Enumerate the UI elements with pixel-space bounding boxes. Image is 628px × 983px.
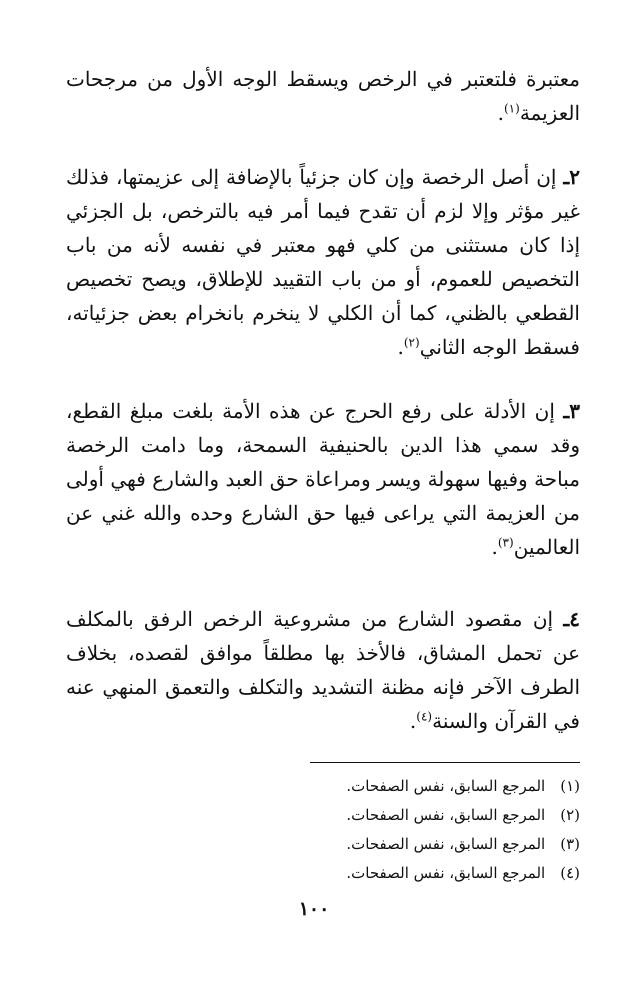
- paragraph-text: إن الأدلة على رفع الحرج عن هذه الأمة بلغت مبلغ القطع، وقد سمي هذا الدين بالحنيفية السمحة، وما دامت الرخصة مباحة وفيها سهولة ويسر ومراعاة حق العبد والشارع فهي أولى من العزيمة التي يراعى فيها حق الشارع وحده والله غني عن العالمين: [66, 399, 580, 559]
- point-number: ٢ـ: [563, 165, 581, 189]
- paragraph-point-3: [66, 394, 580, 564]
- footnote-item: [280, 859, 580, 888]
- point-number: ٣ـ: [563, 399, 580, 423]
- footnotes: [280, 772, 580, 888]
- paragraph-continuation: [66, 62, 580, 130]
- paragraph-tail: .: [397, 335, 404, 359]
- paragraph-text: إن أصل الرخصة وإن كان جزئياً بالإضافة إلى عزيمتها، فذلك غير مؤثر وإلا لزم أن تقدح فيما أمر فيه بالترخص، بل الجزئي إذا كان مستثنى من كلي فهو معتبر في نفسه لأنه من باب التخصيص للعموم، أو من باب التقييد للإطلاق، ويصح تخصيص القطعي بالظني، كما أن الكلي لا ينخرم بانخرام بعض جزئياته، فسقط الوجه الثاني: [66, 165, 580, 359]
- footnote-item: [280, 801, 580, 830]
- footnote-text: المرجع السابق، نفس الصفحات.: [346, 777, 546, 795]
- footnote-number: (٤): [560, 864, 580, 882]
- footnote-text: المرجع السابق، نفس الصفحات.: [346, 864, 546, 882]
- footnote-ref: (١): [503, 101, 520, 116]
- paragraph-tail: .: [409, 709, 417, 733]
- footnote-ref: (٣): [497, 535, 514, 550]
- paragraph-text: معتبرة فلتعتبر في الرخص ويسقط الوجه الأول من مرجحات العزيمة: [66, 67, 580, 125]
- paragraph-point-2: [66, 160, 580, 364]
- footnote-number: (٢): [560, 806, 580, 824]
- footnote-ref: (٤): [416, 709, 433, 724]
- footnote-number: (١): [560, 777, 580, 795]
- footnote-text: المرجع السابق، نفس الصفحات.: [346, 806, 546, 824]
- paragraph-tail: .: [497, 101, 504, 125]
- page-number: ١٠٠: [298, 898, 330, 920]
- footnote-ref: (٢): [403, 335, 420, 350]
- footnote-number: (٣): [560, 835, 580, 853]
- footnote-item: [280, 772, 580, 801]
- footnote-text: المرجع السابق، نفس الصفحات.: [346, 835, 546, 853]
- paragraph-text: إن مقصود الشارع من مشروعية الرخص الرفق بالمكلف عن تحمل المشاق، فالأخذ بها مطلقاً موافق لقصده، بخلاف الطرف الآخر فإنه مظنة التشديد والتكلف والتعمق المنهي عنه في القرآن والسنة: [66, 607, 580, 733]
- point-number: ٤ـ: [563, 607, 581, 631]
- paragraph-point-4: [66, 602, 580, 738]
- paragraph-tail: .: [491, 535, 498, 559]
- footnote-separator: [310, 762, 580, 763]
- footnote-item: [280, 830, 580, 859]
